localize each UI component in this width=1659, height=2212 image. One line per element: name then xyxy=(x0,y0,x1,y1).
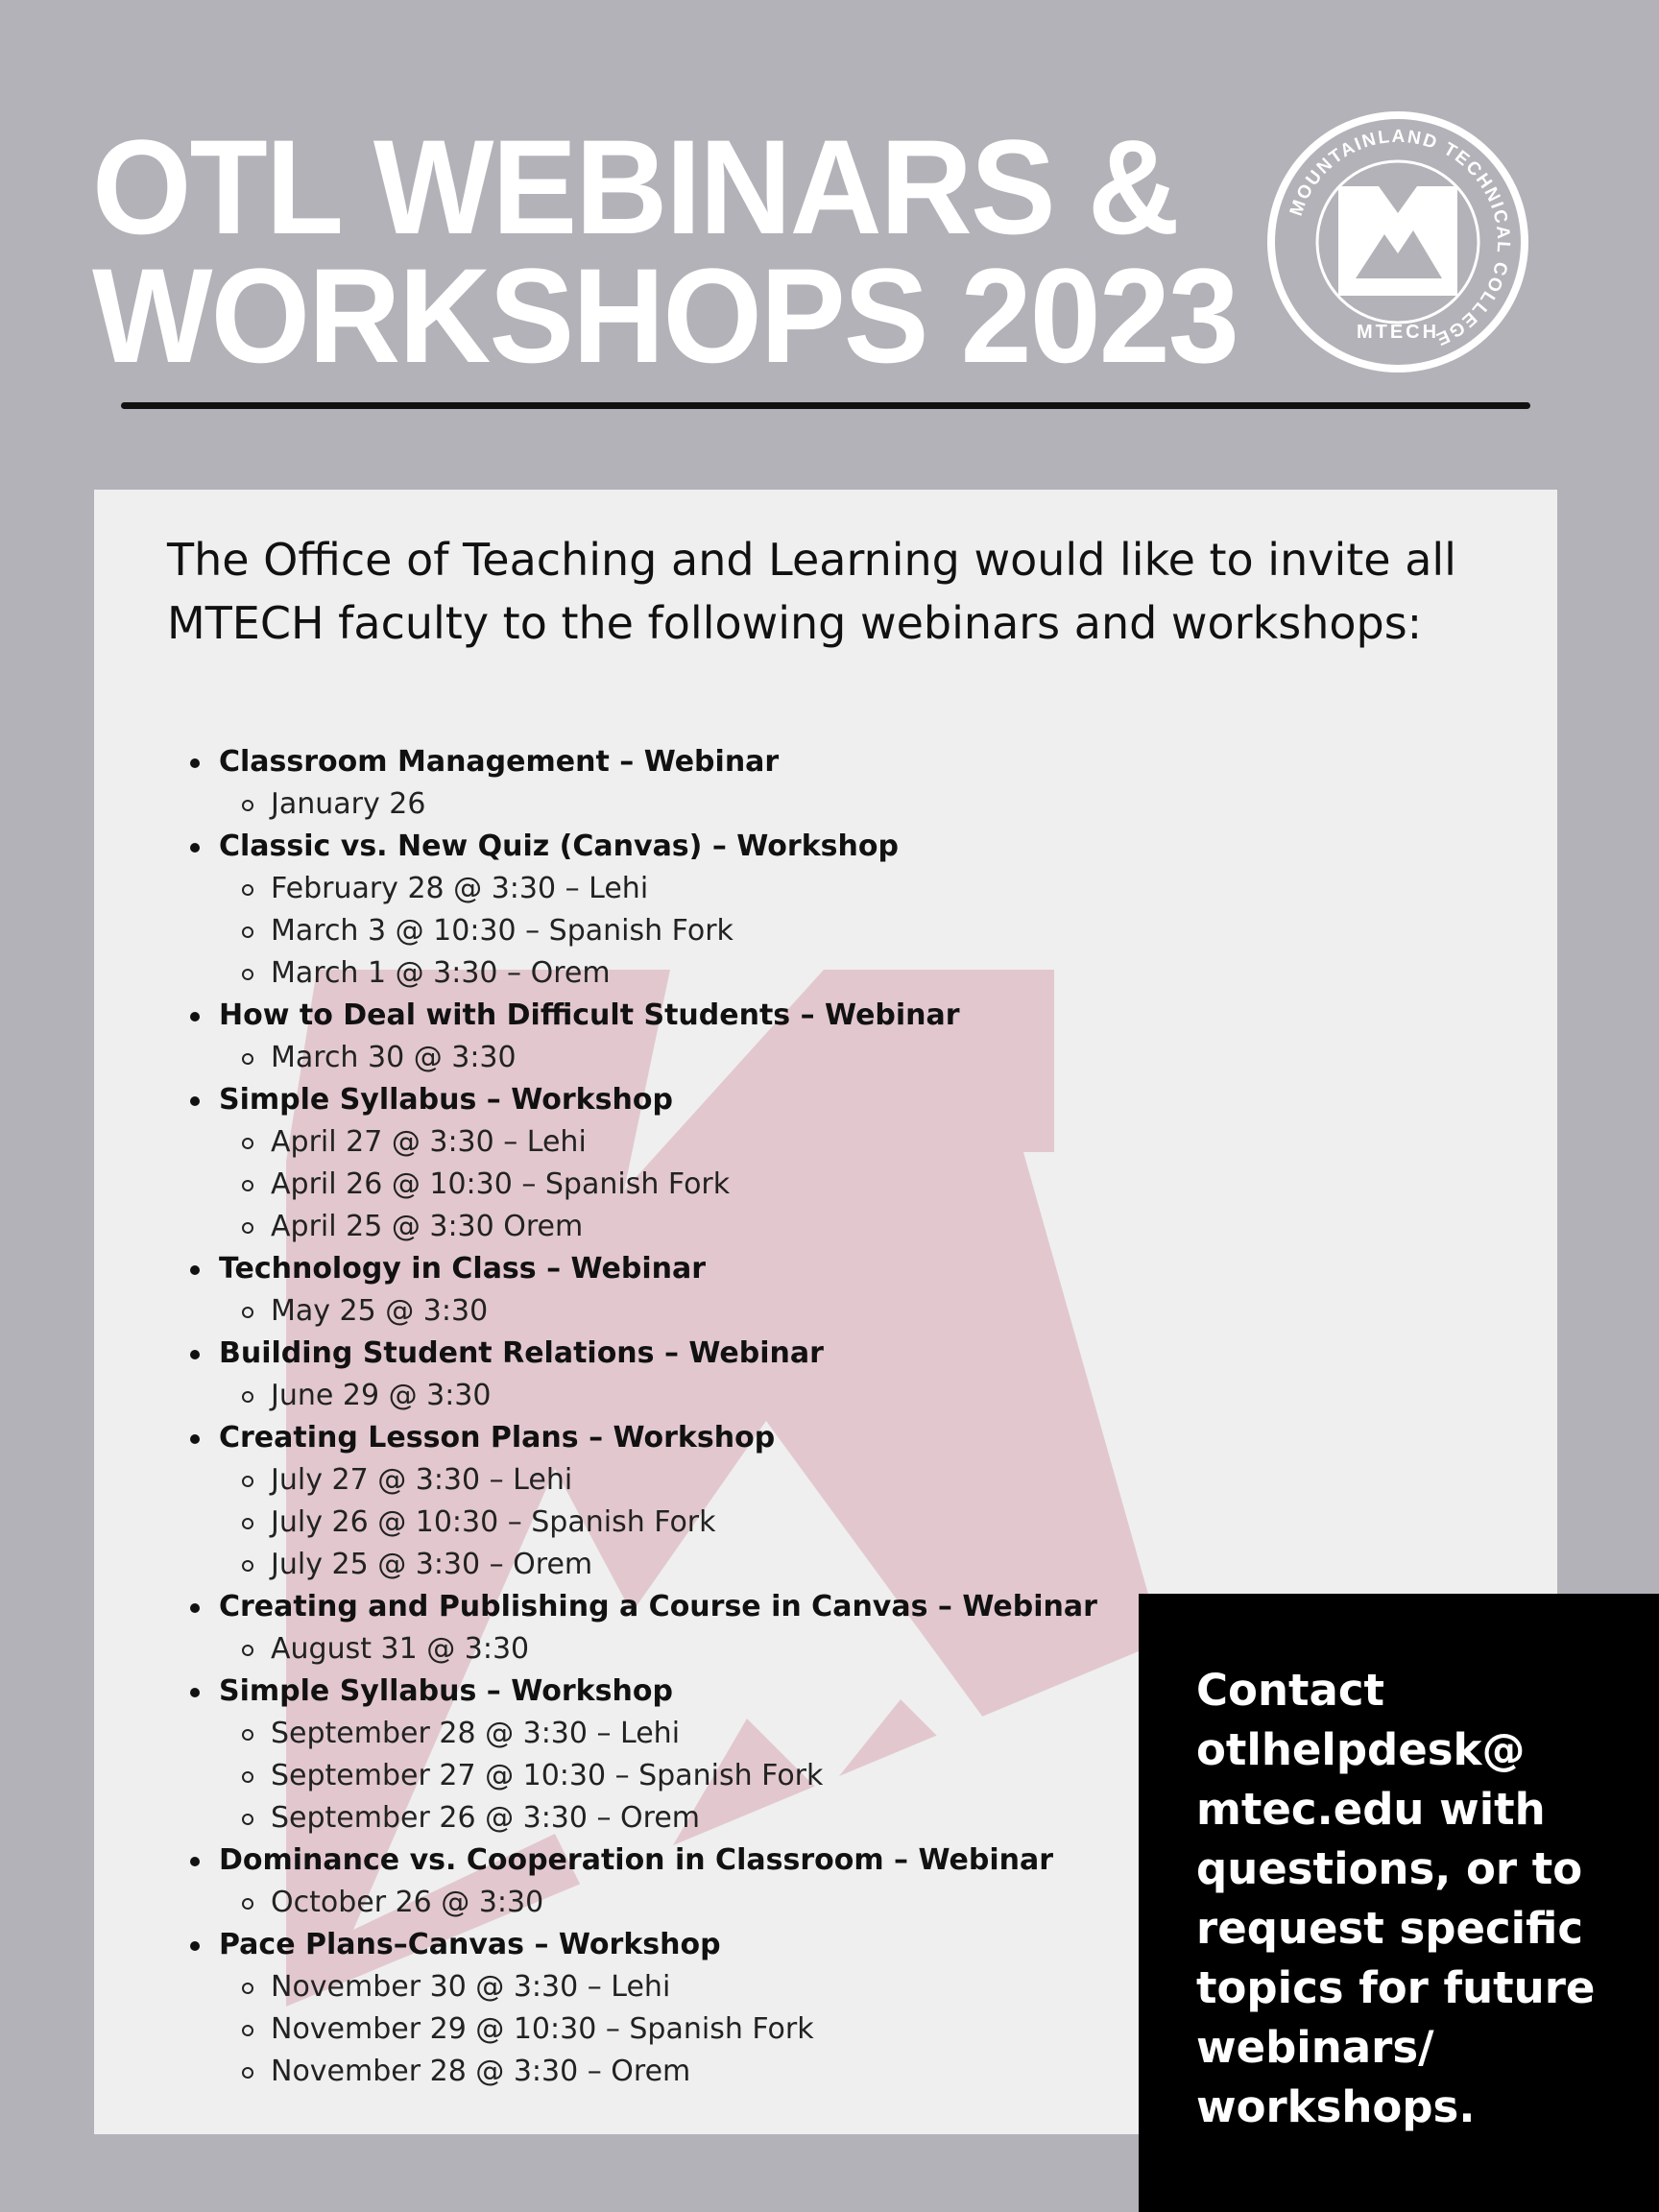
session-dates xyxy=(219,1882,1097,1924)
session-topic-label: Simple Syllabus – Workshop xyxy=(219,1674,673,1708)
session-date: September 28 @ 3:30 – Lehi xyxy=(219,1713,1097,1755)
mtech-seal-logo xyxy=(1263,108,1532,376)
session-topic xyxy=(167,1924,1097,2093)
session-date: September 27 @ 10:30 – Spanish Fork xyxy=(219,1755,1097,1797)
session-date: July 25 @ 3:30 – Orem xyxy=(219,1544,1097,1586)
session-date: October 26 @ 3:30 xyxy=(219,1882,1097,1924)
session-dates xyxy=(219,1966,1097,2093)
session-topic-label: Dominance vs. Cooperation in Classroom – Webinar xyxy=(219,1843,1054,1877)
session-topic xyxy=(167,741,1097,826)
session-date: March 3 @ 10:30 – Spanish Fork xyxy=(219,910,1097,952)
session-date: July 26 @ 10:30 – Spanish Fork xyxy=(219,1502,1097,1544)
session-date: July 27 @ 3:30 – Lehi xyxy=(219,1459,1097,1502)
session-topic xyxy=(167,1333,1097,1417)
session-date: January 26 xyxy=(219,783,1097,826)
title-divider xyxy=(121,402,1530,409)
session-topic-label: Creating Lesson Plans – Workshop xyxy=(219,1421,776,1455)
session-topic-label: Classroom Management – Webinar xyxy=(219,745,780,779)
session-topic xyxy=(167,826,1097,995)
title-line-1: OTL WEBINARS & xyxy=(92,111,1178,262)
session-date: September 26 @ 3:30 – Orem xyxy=(219,1797,1097,1839)
session-date: April 27 @ 3:30 – Lehi xyxy=(219,1121,1097,1164)
session-dates xyxy=(219,1713,1097,1839)
session-date: November 29 @ 10:30 – Spanish Fork xyxy=(219,2008,1097,2051)
session-dates xyxy=(219,1628,1097,1671)
session-dates xyxy=(219,1375,1097,1417)
session-topic-label: Classic vs. New Quiz (Canvas) – Workshop xyxy=(219,830,899,863)
session-date: August 31 @ 3:30 xyxy=(219,1628,1097,1671)
session-date: March 30 @ 3:30 xyxy=(219,1037,1097,1079)
session-dates xyxy=(219,783,1097,826)
session-dates xyxy=(219,1121,1097,1248)
session-topic-label: Simple Syllabus – Workshop xyxy=(219,1083,673,1117)
session-topic xyxy=(167,1417,1097,1586)
intro-text: The Office of Teaching and Learning would like to invite all MTECH faculty to the following webinars and workshops: xyxy=(167,534,1456,649)
session-dates xyxy=(219,1290,1097,1333)
session-topic xyxy=(167,1586,1097,1671)
session-dates xyxy=(219,1459,1097,1586)
session-topic xyxy=(167,1079,1097,1248)
session-dates xyxy=(219,868,1097,995)
session-topic-label: Pace Plans–Canvas – Workshop xyxy=(219,1928,721,1961)
session-date: November 28 @ 3:30 – Orem xyxy=(219,2051,1097,2093)
session-date: May 25 @ 3:30 xyxy=(219,1290,1097,1333)
page-title xyxy=(92,111,1238,391)
session-topic xyxy=(167,1839,1097,1924)
title-line-2: WORKSHOPS 2023 xyxy=(92,240,1238,391)
session-topic xyxy=(167,1671,1097,1839)
session-dates xyxy=(219,1037,1097,1079)
session-date: June 29 @ 3:30 xyxy=(219,1375,1097,1417)
session-topic-label: Creating and Publishing a Course in Canvas – Webinar xyxy=(219,1590,1097,1623)
session-date: March 1 @ 3:30 – Orem xyxy=(219,952,1097,995)
seal-ring-text: MOUNTAINLAND TECHNICAL COLLEGE xyxy=(1286,126,1514,350)
contact-text: Contact otlhelpdesk@ mtec.edu with questions, or to request specific topics for future webinars/ workshops. xyxy=(1196,1665,1596,2132)
seal-year: 1989 xyxy=(1384,281,1411,295)
session-topic-label: How to Deal with Difficult Students – Webinar xyxy=(219,998,960,1032)
session-date: April 25 @ 3:30 Orem xyxy=(219,1206,1097,1248)
contact-box xyxy=(1139,1594,1659,2212)
session-topic xyxy=(167,995,1097,1079)
session-topic-label: Building Student Relations – Webinar xyxy=(219,1336,824,1370)
session-date: February 28 @ 3:30 – Lehi xyxy=(219,868,1097,910)
session-date: April 26 @ 10:30 – Spanish Fork xyxy=(219,1164,1097,1206)
session-list xyxy=(167,741,1097,2093)
session-topic-label: Technology in Class – Webinar xyxy=(219,1252,707,1286)
session-topic xyxy=(167,1248,1097,1333)
seal-bottom-text: MTECH xyxy=(1356,322,1440,343)
session-date: November 30 @ 3:30 – Lehi xyxy=(219,1966,1097,2008)
